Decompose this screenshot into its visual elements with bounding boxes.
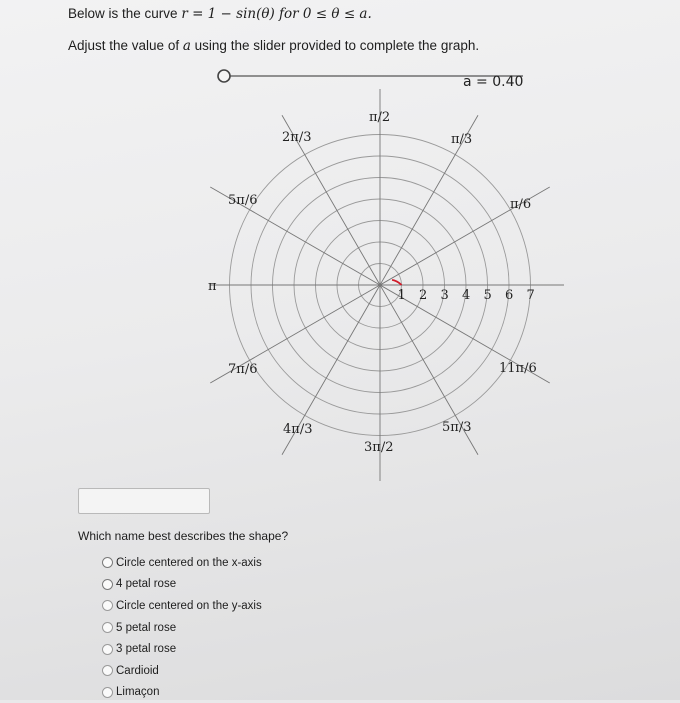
- radio-button[interactable]: [102, 600, 113, 611]
- option-label: 3 petal rose: [116, 643, 177, 656]
- radial-tick-label: 1: [397, 288, 406, 303]
- radial-tick-label: 7: [526, 288, 535, 303]
- radial-tick-label: 2: [419, 288, 428, 303]
- option-label: Cardioid: [116, 664, 159, 677]
- option-label: Limaçon: [116, 686, 160, 699]
- option-circle-y-axis[interactable]: [102, 595, 262, 617]
- option-label: Circle centered on the x-axis: [116, 556, 262, 569]
- option-label: 4 petal rose: [116, 578, 177, 591]
- radio-button[interactable]: [102, 557, 113, 568]
- angle-label: 11π/6: [499, 361, 537, 376]
- angle-label: π/6: [510, 197, 532, 212]
- radial-tick-label: 6: [505, 288, 514, 303]
- radio-button[interactable]: [102, 687, 113, 698]
- option-cardioid[interactable]: [102, 660, 262, 682]
- option-4-petal-rose[interactable]: [102, 574, 262, 596]
- option-5-petal-rose[interactable]: [102, 617, 262, 639]
- question-prefix: Below is the curve: [68, 6, 178, 21]
- angle-label: π: [208, 279, 217, 294]
- radio-button[interactable]: [102, 644, 113, 655]
- instruction-suffix: using the slider provided to complete the graph.: [194, 38, 480, 53]
- radio-button[interactable]: [102, 622, 113, 633]
- angle-label: 2π/3: [282, 130, 312, 145]
- slider-handle[interactable]: [218, 70, 230, 82]
- angle-label: π/3: [451, 132, 473, 147]
- radio-button[interactable]: [102, 579, 113, 590]
- angle-label: 7π/6: [228, 362, 258, 377]
- option-label: 5 petal rose: [116, 621, 177, 634]
- angle-label: π/2: [369, 110, 391, 125]
- angle-label: 4π/3: [283, 422, 313, 437]
- angle-label: 5π/6: [228, 193, 258, 208]
- slider-value-label: a = 0.40: [463, 74, 524, 90]
- option-label: Circle centered on the y-axis: [116, 599, 262, 612]
- angle-label: 5π/3: [442, 420, 472, 435]
- radial-tick-label: 4: [462, 288, 471, 303]
- mc-options: [102, 552, 262, 703]
- angle-label: 3π/2: [364, 440, 394, 455]
- instruction-variable: a: [182, 38, 191, 54]
- option-3-petal-rose[interactable]: [102, 638, 262, 660]
- radio-button[interactable]: [102, 665, 113, 676]
- equation-text: r = 1 − sin(θ) for 0 ≤ θ ≤ a.: [181, 6, 372, 22]
- radial-tick-label: 3: [440, 288, 449, 303]
- radial-tick-label: 5: [483, 288, 492, 303]
- mc-prompt: Which name best describes the shape?: [78, 529, 289, 543]
- answer-input[interactable]: [78, 488, 210, 514]
- instruction-prefix: Adjust the value of: [68, 38, 180, 53]
- option-circle-x-axis[interactable]: [102, 552, 262, 574]
- polar-curve: [392, 280, 401, 285]
